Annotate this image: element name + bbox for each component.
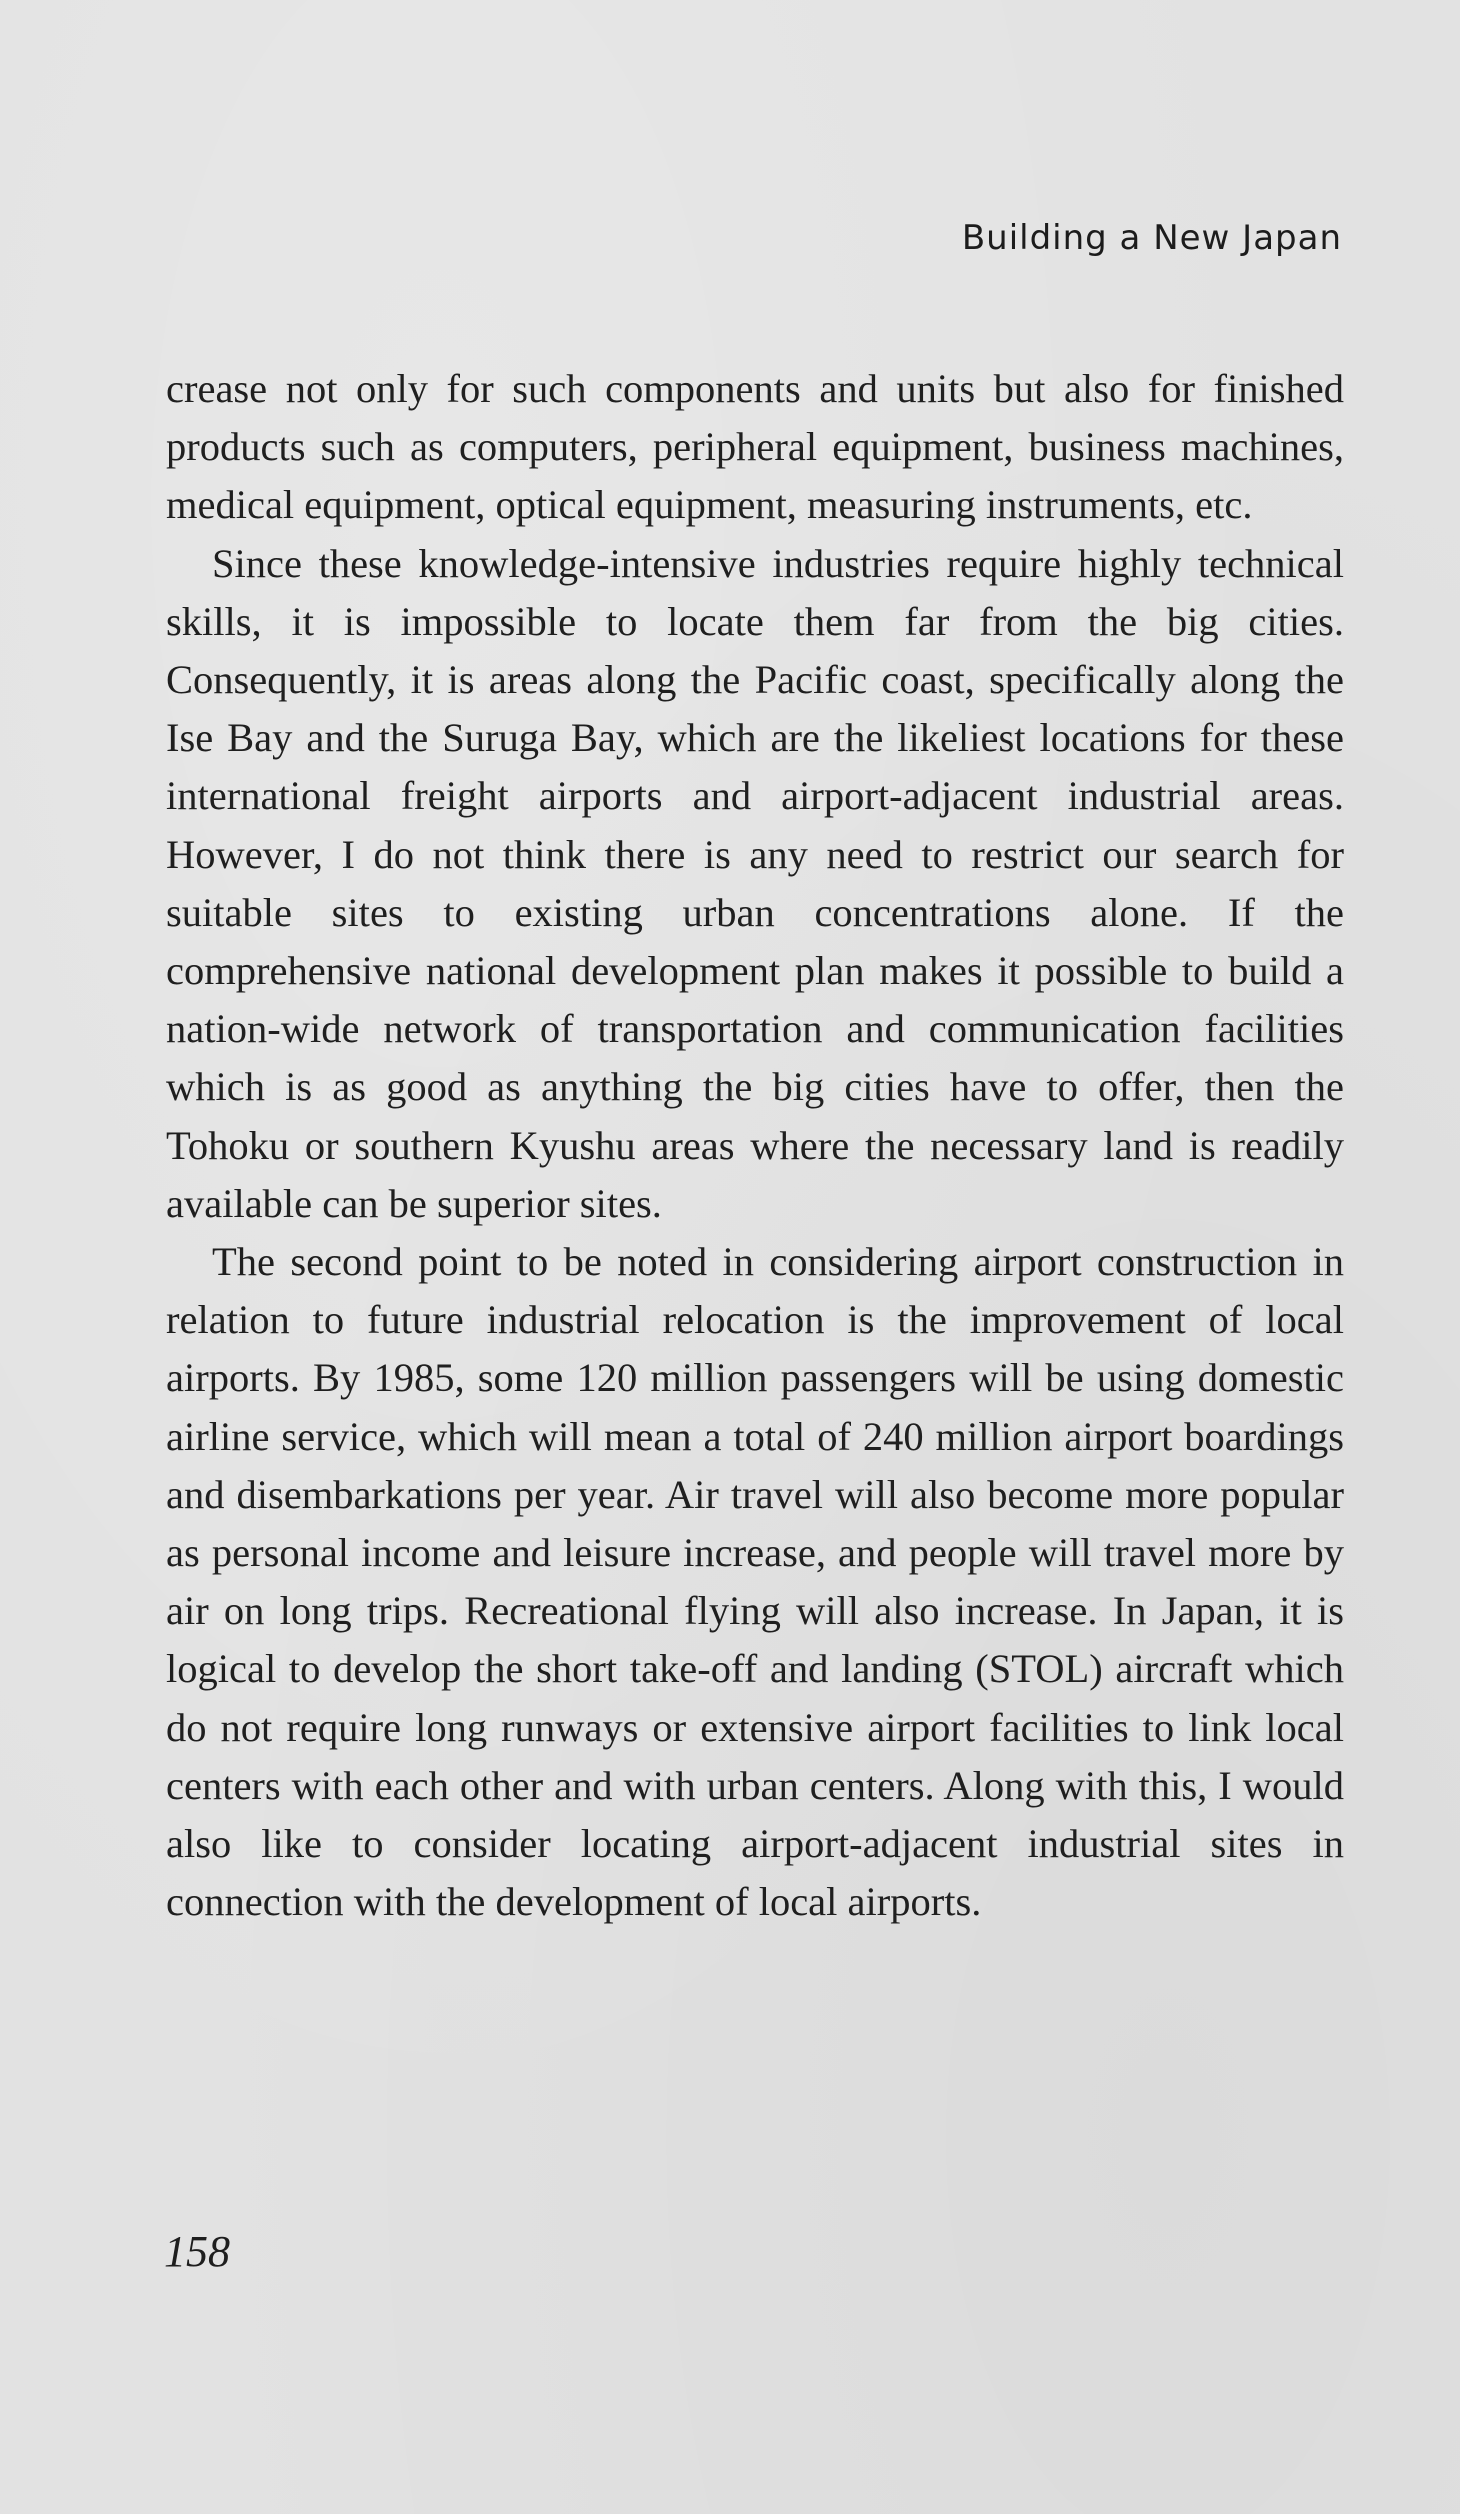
paragraph-knowledge-intensive-industries: Since these knowledge-intensive industries require highly technical skills, it is impossible to locate them far from the big cities. Consequently, it is areas along the Pacific coast, specifically along the Ise Bay and the Suruga Bay, which are the likeliest locations for these international freight airports and airport-adjacent industrial areas. However, I do not think there is any need to restrict our search for suitable sites to existing urban concentrations alone. If the comprehensive national development plan makes it possible to build a nation-wide network of transportation and communication facilities which is as good as anything the big cities have to offer, then the Tohoku or southern Kyushu areas where the necessary land is readily available can be superior sites. [166,540,1344,1226]
paragraph-continuation: crease not only for such components and units but also for finished products such as computers, peripheral equipment, business machines, medical equipment, optical equipment, measuring instruments, etc. [166,366,1344,528]
page-number: 158 [164,2227,230,2276]
paragraph-local-airports: The second point to be noted in considering airport construction in relation to future industrial relocation is the improvement of local airports. By 1985, some 120 million passengers will be using domestic airline service, which will mean a total of 240 million airport boardings and disembarkations per year. Air travel will also become more popular as personal income and leisure increase, and people will travel more by air on long trips. Recreational flying will also increase. In Japan, it is logical to develop the short take-off and landing (STOL) aircraft which do not require long runways or extensive airport facilities to link local centers with each other and with urban centers. Along with this, I would also like to consider locating airport-adjacent industrial sites in connection with the development of local airports. [166,1239,1344,1925]
body-text [166,360,1344,1931]
running-head: Building a New Japan [961,218,1342,258]
